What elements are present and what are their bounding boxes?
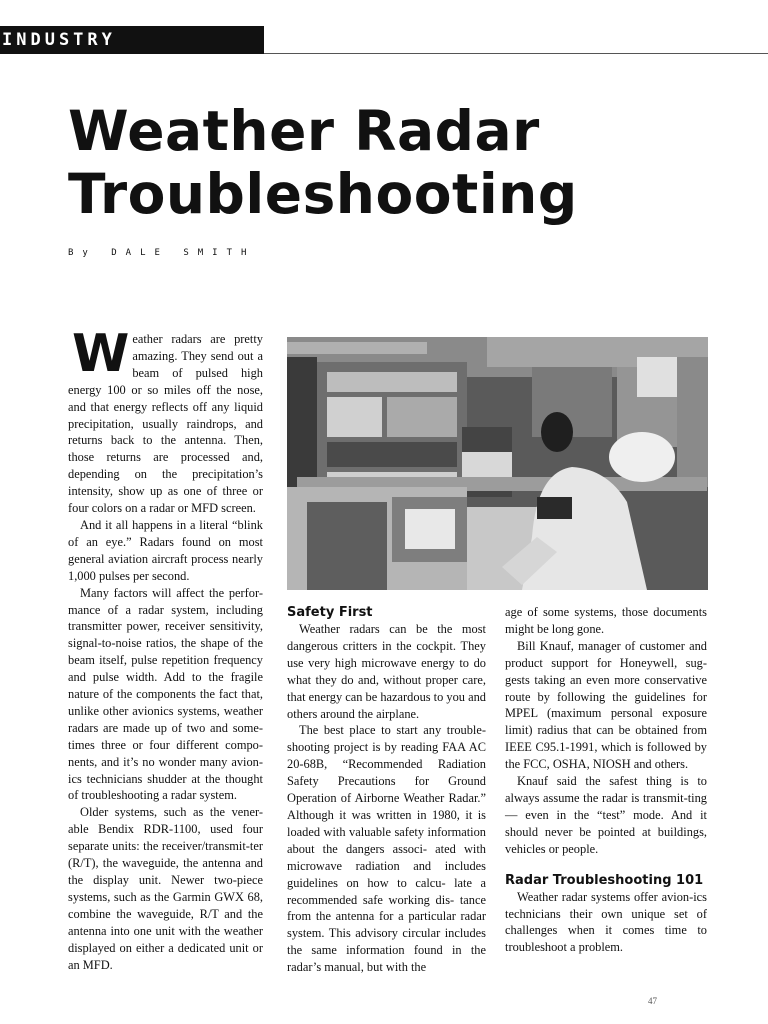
article-title bbox=[68, 100, 688, 226]
section-header-bar bbox=[0, 26, 264, 54]
article-column-1 bbox=[68, 324, 263, 973]
paragraph bbox=[68, 324, 263, 517]
paragraph: Many factors will affect the perfor-mance of a radar system, including transmitter power, receiver sensitivity, signal-to-noise ratios, the shape of the beam itself, pulse repetition frequency and pulse width. Add to the fragile nature of the components the fact that, unlike other avionics systems, weather radars are made up of two and some- times three or four different compo- nents, and it’s no wonder many avion- ics technicians shudder at the thought of troubleshooting a radar system. bbox=[68, 585, 263, 803]
paragraph: Older systems, such as the vener-able Bendix RDR-1100, used four separate units: the receiver/transmit-ter (R/T), the waveguide, the antenna and the display unit. Newer two-piece systems, such as the Garmin GWX 68, combine the waveguide, R/T and the antenna into one unit with the weather displayed on either a dedicated unit or an MFD. bbox=[68, 805, 263, 972]
paragraph-text: eather radars are pretty amazing. They send out a beam of pulsed high energy 100 or so miles off the nose, and that energy reflects off any liquid precipitation, usually raindrops, and returns back to the antenna. Then, those returns are processed and, depending on the precipitation’s intensity, show up as one of three or four colors on a radar or MFD screen. bbox=[68, 332, 263, 516]
section-label: INDUSTRY bbox=[2, 30, 116, 50]
article-column-3 bbox=[505, 604, 707, 956]
title-line-1: Weather Radar bbox=[68, 99, 540, 163]
paragraph: Bill Knauf, manager of customer and product support for Honeywell, sug-gests taking an even more conservative route by following the guidelines for MPEL (maximum personal exposure limit) radius that can be obtained from IEEE C95.1-1991, which is followed by the FCC, OSHA, NIOSH and others. bbox=[505, 638, 707, 772]
paragraph: age of some systems, those documents might be long gone. bbox=[505, 605, 707, 636]
paragraph: And it all happens in a literal “blink of an eye.” Radars found on most general aviation aircraft process nearly 1,000 pulses per second. bbox=[68, 517, 263, 583]
subheading-safety-first: Safety First bbox=[287, 605, 373, 620]
drop-cap: W bbox=[72, 324, 130, 384]
technician-workbench-photo bbox=[287, 337, 708, 590]
byline: By DALE SMITH bbox=[68, 248, 256, 258]
subheading-radar-troubleshooting-101: Radar Troubleshooting 101 bbox=[505, 872, 704, 888]
page-number: 47 bbox=[648, 996, 657, 1006]
paragraph: Weather radars can be the most dangerous critters in the cockpit. They use very high microwave energy to do what they do and, without proper care, that energy can be hazardous to you and others around the airplane. bbox=[287, 622, 486, 721]
paragraph: Weather radar systems offer avion-ics technicians their own unique set of challenges when it comes time to troubleshoot a problem. bbox=[505, 889, 707, 955]
article-column-2 bbox=[287, 604, 486, 976]
paragraph: The best place to start any trouble-shooting project is by reading FAA AC 20-68B, “Recommended Radiation Safety Precautions for Ground Operation of Airborne Weather Radar.” Although it was written in 1980, it is loaded with valuable safety information about the dangers associ- ated with microwave radiation and includes guidelines on how to calcu- late a recommended safe working dis- tance from the antenna for a particular radar system. This advisory circular includes the same information found in the radar’s manual, but with the bbox=[287, 723, 486, 975]
paragraph: Knauf said the safest thing is to always assume the radar is transmit-ting — even in the “test” mode. And it should never be pointed at buildings, vehicles or people. bbox=[505, 774, 707, 856]
header-rule bbox=[264, 53, 768, 54]
title-line-2: Troubleshooting bbox=[68, 162, 578, 226]
